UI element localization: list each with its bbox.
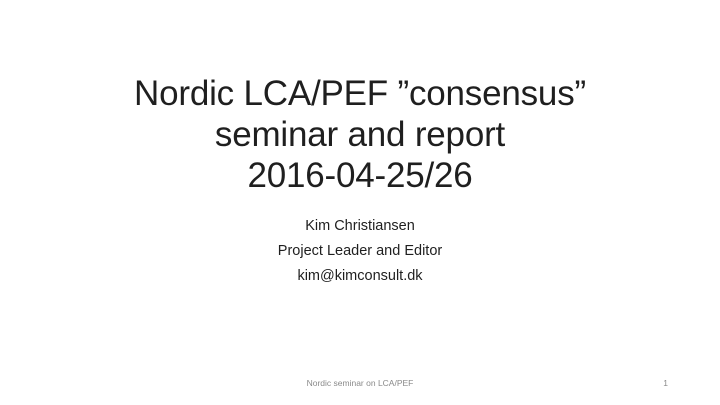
presenter-role: Project Leader and Editor [277,243,443,259]
slide-subtitle [60,214,660,289]
title-line-1: Nordic LCA/PEF ”consensus” [134,74,586,113]
title-line-3: 2016-04-25/26 [247,156,473,195]
presenter-name: Kim Christiansen [305,218,415,234]
title-line-2: seminar and report [214,115,506,154]
presenter-email: kim@kimconsult.dk [297,268,423,284]
footer-text: Nordic seminar on LCA/PEF [306,378,414,388]
slide-title [60,73,660,196]
slide-number: 1 [663,378,668,388]
